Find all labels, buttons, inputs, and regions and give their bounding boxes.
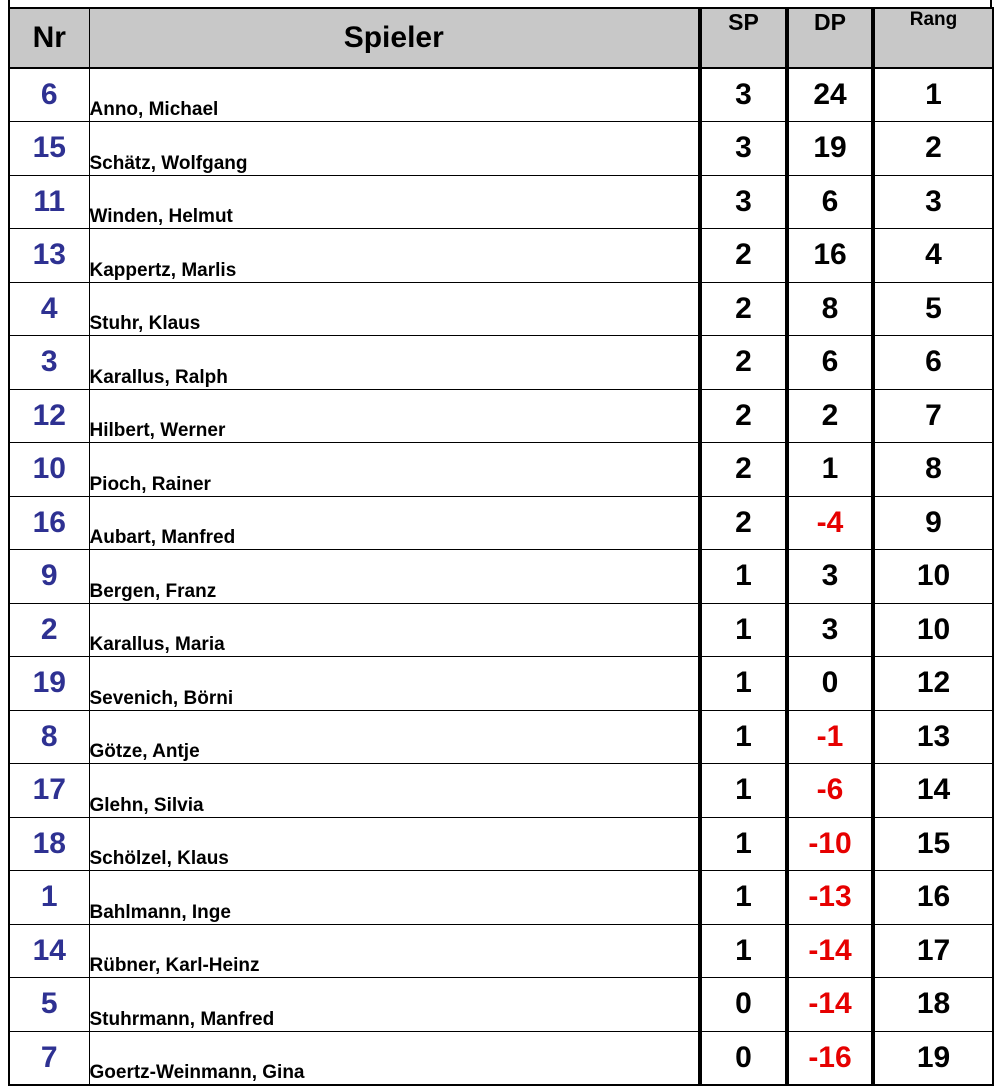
header-nr: Nr bbox=[9, 8, 89, 68]
rang-value: 12 bbox=[873, 657, 993, 711]
player-name: Winden, Helmut bbox=[89, 175, 700, 229]
player-number: 18 bbox=[9, 817, 89, 871]
player-name: Sevenich, Börni bbox=[89, 657, 700, 711]
player-number: 11 bbox=[9, 175, 89, 229]
player-name: Glehn, Silvia bbox=[89, 764, 700, 818]
standings-body bbox=[9, 68, 993, 1085]
dp-value: 0 bbox=[787, 657, 873, 711]
rang-value: 14 bbox=[873, 764, 993, 818]
sp-value: 2 bbox=[700, 229, 787, 283]
dp-value: 1 bbox=[787, 443, 873, 497]
dp-value: -16 bbox=[787, 1031, 873, 1085]
header-row bbox=[9, 8, 993, 68]
dp-value: 3 bbox=[787, 603, 873, 657]
table-row bbox=[9, 443, 993, 497]
sp-value: 3 bbox=[700, 68, 787, 122]
table-row bbox=[9, 389, 993, 443]
dp-value: -1 bbox=[787, 710, 873, 764]
dp-value: -4 bbox=[787, 496, 873, 550]
table-row bbox=[9, 336, 993, 390]
sp-value: 3 bbox=[700, 122, 787, 176]
table-row bbox=[9, 550, 993, 604]
dp-value: -10 bbox=[787, 817, 873, 871]
player-number: 10 bbox=[9, 443, 89, 497]
rang-value: 9 bbox=[873, 496, 993, 550]
dp-value: 8 bbox=[787, 282, 873, 336]
player-number: 3 bbox=[9, 336, 89, 390]
player-number: 13 bbox=[9, 229, 89, 283]
table-row bbox=[9, 978, 993, 1032]
dp-value: 19 bbox=[787, 122, 873, 176]
rang-value: 17 bbox=[873, 924, 993, 978]
player-name: Aubart, Manfred bbox=[89, 496, 700, 550]
rang-value: 4 bbox=[873, 229, 993, 283]
sp-value: 2 bbox=[700, 336, 787, 390]
sp-value: 1 bbox=[700, 657, 787, 711]
sp-value: 2 bbox=[700, 496, 787, 550]
header-rang: Rang bbox=[873, 8, 993, 68]
table-row bbox=[9, 122, 993, 176]
sp-value: 1 bbox=[700, 710, 787, 764]
dp-value: -14 bbox=[787, 924, 873, 978]
rang-value: 1 bbox=[873, 68, 993, 122]
rang-value: 6 bbox=[873, 336, 993, 390]
dp-value: -13 bbox=[787, 871, 873, 925]
table-row bbox=[9, 603, 993, 657]
player-name: Kappertz, Marlis bbox=[89, 229, 700, 283]
player-number: 9 bbox=[9, 550, 89, 604]
sp-value: 0 bbox=[700, 1031, 787, 1085]
player-name: Schätz, Wolfgang bbox=[89, 122, 700, 176]
player-number: 15 bbox=[9, 122, 89, 176]
sp-value: 3 bbox=[700, 175, 787, 229]
player-name: Pioch, Rainer bbox=[89, 443, 700, 497]
player-number: 4 bbox=[9, 282, 89, 336]
dp-value: 6 bbox=[787, 175, 873, 229]
dp-value: 2 bbox=[787, 389, 873, 443]
table-row bbox=[9, 282, 993, 336]
rang-value: 8 bbox=[873, 443, 993, 497]
sp-value: 1 bbox=[700, 603, 787, 657]
rang-value: 18 bbox=[873, 978, 993, 1032]
player-number: 19 bbox=[9, 657, 89, 711]
player-name: Karallus, Maria bbox=[89, 603, 700, 657]
player-name: Karallus, Ralph bbox=[89, 336, 700, 390]
player-number: 8 bbox=[9, 710, 89, 764]
player-name: Anno, Michael bbox=[89, 68, 700, 122]
sp-value: 1 bbox=[700, 764, 787, 818]
dp-value: 6 bbox=[787, 336, 873, 390]
player-name: Goertz-Weinmann, Gina bbox=[89, 1031, 700, 1085]
player-name: Stuhr, Klaus bbox=[89, 282, 700, 336]
table-row bbox=[9, 1031, 993, 1085]
player-name: Hilbert, Werner bbox=[89, 389, 700, 443]
player-number: 1 bbox=[9, 871, 89, 925]
dp-value: 24 bbox=[787, 68, 873, 122]
table-row bbox=[9, 871, 993, 925]
header-sp: SP bbox=[700, 8, 787, 68]
player-name: Rübner, Karl-Heinz bbox=[89, 924, 700, 978]
player-number: 17 bbox=[9, 764, 89, 818]
table-row bbox=[9, 710, 993, 764]
rang-value: 2 bbox=[873, 122, 993, 176]
rang-value: 5 bbox=[873, 282, 993, 336]
sp-value: 0 bbox=[700, 978, 787, 1032]
player-number: 5 bbox=[9, 978, 89, 1032]
header-spieler: Spieler bbox=[89, 8, 700, 68]
rang-value: 10 bbox=[873, 603, 993, 657]
rang-value: 15 bbox=[873, 817, 993, 871]
table-row bbox=[9, 68, 993, 122]
player-name: Bergen, Franz bbox=[89, 550, 700, 604]
dp-value: 16 bbox=[787, 229, 873, 283]
sp-value: 2 bbox=[700, 389, 787, 443]
sp-value: 2 bbox=[700, 443, 787, 497]
rang-value: 13 bbox=[873, 710, 993, 764]
table-row bbox=[9, 496, 993, 550]
table-row bbox=[9, 229, 993, 283]
player-name: Götze, Antje bbox=[89, 710, 700, 764]
rang-value: 19 bbox=[873, 1031, 993, 1085]
sp-value: 1 bbox=[700, 550, 787, 604]
player-name: Bahlmann, Inge bbox=[89, 871, 700, 925]
rang-value: 7 bbox=[873, 389, 993, 443]
dp-value: -6 bbox=[787, 764, 873, 818]
player-number: 14 bbox=[9, 924, 89, 978]
table-row bbox=[9, 764, 993, 818]
sp-value: 1 bbox=[700, 817, 787, 871]
player-name: Stuhrmann, Manfred bbox=[89, 978, 700, 1032]
table-row bbox=[9, 924, 993, 978]
player-number: 12 bbox=[9, 389, 89, 443]
sp-value: 2 bbox=[700, 282, 787, 336]
rang-value: 10 bbox=[873, 550, 993, 604]
dp-value: -14 bbox=[787, 978, 873, 1032]
player-number: 16 bbox=[9, 496, 89, 550]
table-row bbox=[9, 817, 993, 871]
dp-value: 3 bbox=[787, 550, 873, 604]
sp-value: 1 bbox=[700, 924, 787, 978]
player-number: 7 bbox=[9, 1031, 89, 1085]
player-number: 6 bbox=[9, 68, 89, 122]
rang-value: 3 bbox=[873, 175, 993, 229]
rang-value: 16 bbox=[873, 871, 993, 925]
standings-table bbox=[8, 7, 994, 1086]
table-row bbox=[9, 175, 993, 229]
sp-value: 1 bbox=[700, 871, 787, 925]
player-name: Schölzel, Klaus bbox=[89, 817, 700, 871]
header-dp: DP bbox=[787, 8, 873, 68]
player-number: 2 bbox=[9, 603, 89, 657]
table-row bbox=[9, 657, 993, 711]
